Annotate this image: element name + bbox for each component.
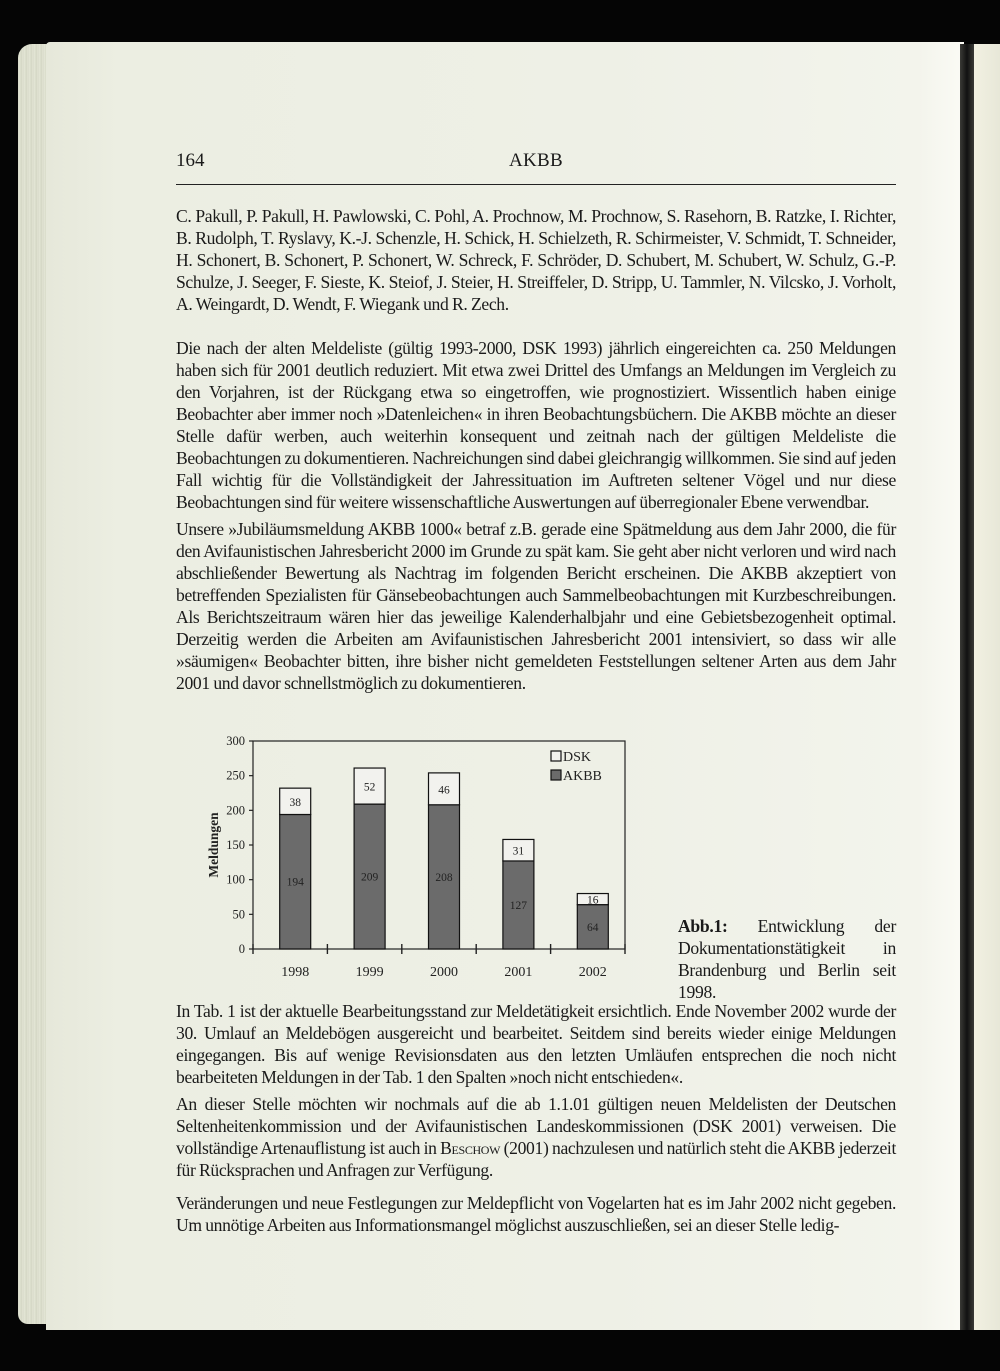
x-category-label: 2000 — [430, 965, 458, 980]
value-label-dsk: 16 — [587, 894, 599, 907]
value-label-dsk: 38 — [289, 796, 301, 809]
paragraph-meldeliste: Die nach der alten Meldeliste (gültig 1993-2000, DSK 1993) jährlich eingereichten ca. 250 Meldungen haben sich für 2001 deutlich reduziert. Mit etwa zwei Drittel des Umfangs an Meldungen im Vergleich zu den Vorjahren, ist der Rückgang etwa so eingetroffen, wie prognostiziert. Wissentlich haben einige Beobachter aber immer noch »Datenleichen« in ihren Beobachtungsbüchern. Die AKBB möchte an dieser Stelle dafür werben, auch weiterhin konsequent und zeitnah nach der gültigen Meldeliste die Beobachtungen zu dokumentieren. Nachreichungen sind dabei gleichrangig willkommen. Sie sind auf jeden Fall wichtig für die Vollständigkeit der Jahressituation im Auftreten seltener Vögel und nur diese Beobachtungen sind für weitere wissenschaftliche Auswertungen auf überregionaler Ebene verwendbar. — [176, 338, 896, 512]
figure-caption — [678, 915, 896, 1003]
legend-label-akbb: AKBB — [563, 769, 602, 784]
citation-beschow: Beschow — [440, 1138, 501, 1158]
page-number: 164 — [176, 150, 205, 171]
y-tick-label: 50 — [232, 907, 245, 922]
x-category-label: 1998 — [281, 965, 310, 980]
y-tick-label: 250 — [226, 768, 245, 783]
legend-swatch-dsk — [551, 751, 561, 761]
text-segment: An dieser Stelle möchten wir nochmals auf die ab 1.1.01 gültigen neuen Meldelisten der Deutschen Seltenheitenkommission und der Avifaunistischen Landeskommissionen (DSK 2001) verweisen. Die vollständige Artenauflistung ist auch in — [176, 1094, 896, 1158]
facing-page-edge — [974, 44, 1000, 1330]
value-label-akbb: 194 — [286, 876, 304, 889]
legend-label-dsk: DSK — [563, 750, 592, 765]
y-axis-label: Meldungen — [206, 812, 221, 878]
y-tick-label: 150 — [226, 838, 245, 852]
paragraph-acknowledgements: C. Pakull, P. Pakull, H. Pawlowski, C. Pohl, A. Prochnow, M. Prochnow, S. Rasehorn, B. Ratzke, I. Richter, B. Rudolph, T. Ryslavy, K.-J. Schenzle, H. Schick, H. Schielzeth, R. Schirmeister, V. Schmidt, T. Schneider, H. Schonert, B. Schonert, P. Schonert, W. Schreck, F. Schröder, D. Schubert, M. Schubert, W. Schulz, G.-P. Schulze, J. Seeger, F. Sieste, K. Steiof, J. Steier, H. Streiffeler, D. Stripp, U. Tammler, N. Vilcsko, J. Vorholt, A. Weingardt, D. Wendt, F. Wiegank und R. Zech. — [176, 206, 896, 314]
paragraph-veraenderungen: Veränderungen und neue Festlegungen zur Meldepflicht von Vogelarten hat es im Jahr 2002 nicht gegeben. Um unnötige Arbeiten aus Informationsmangel möglichst auszuschließen, sei an dieser Stelle ledig- — [176, 1193, 896, 1235]
value-label-akbb: 64 — [587, 921, 599, 934]
bar-chart-meldungen — [196, 728, 636, 990]
y-tick-label: 100 — [226, 872, 245, 887]
value-label-dsk: 52 — [363, 781, 376, 794]
y-tick-label: 0 — [238, 942, 245, 956]
caption-text: Entwicklung der Dokumentationstätigkeit in Brandenburg und Berlin seit 1998. — [678, 916, 896, 1002]
legend-swatch-akbb — [551, 770, 561, 780]
paragraph-tab1: In Tab. 1 ist der aktuelle Bearbeitungsstand zur Meldetätigkeit ersichtlich. Ende November 2002 wurde der 30. Umlauf an Meldebögen ausgereicht und bearbeitet. Seitdem sind bereits wieder einige Meldungen eingegangen. Bis auf wenige Revisionsdaten aus den letzten Umläufen entsprechen die noch nicht bearbeiteten Meldungen in der Tab. 1 den Spalten »noch nicht entschieden«. — [176, 1001, 896, 1087]
page-header — [176, 150, 896, 185]
value-label-akbb: 208 — [435, 871, 453, 884]
caption-label: Abb.1: — [678, 916, 728, 936]
chart-canvas — [196, 728, 636, 990]
value-label-akbb: 209 — [360, 871, 379, 884]
y-tick-label: 200 — [226, 803, 245, 818]
value-label-dsk: 31 — [512, 845, 525, 858]
text-segment: (2001) nachzulesen und natürlich steht die AKBB jederzeit für Rücksprachen und Anfragen zur Verfügung. — [176, 1138, 896, 1180]
y-tick-label: 300 — [226, 734, 245, 748]
running-title: AKBB — [509, 150, 563, 171]
x-category-label: 2001 — [504, 965, 533, 980]
value-label-akbb: 127 — [509, 899, 528, 912]
value-label-dsk: 46 — [438, 784, 450, 797]
paragraph-jubilaeum: Unsere »Jubiläumsmeldung AKBB 1000« betraf z.B. gerade eine Spätmeldung aus dem Jahr 2000, die für den Avifaunistischen Jahresbericht 2000 im Grunde zu spät kam. Sie geht aber nicht verloren und wird nach abschließender Bewertung als Nachtrag im folgenden Bericht erscheinen. Die AKBB akzeptiert von betreffenden Spezialisten für Gänsebeobachtungen auch Sammelbeobachtungen mit Kurzbeschreibungen. Als Berichtszeitraum wären hier das jeweilige Kalenderhalbjahr und eine Gebietsbezogenheit optimal. Derzeitig werden die Arbeiten am Avifaunistischen Jahresbericht 2001 intensiviert, so dass wir alle »säumigen« Beobachter bitten, ihre bisher nicht gemeldeten Feststellungen seltener Arten aus dem Jahr 2001 und davor schnellstmöglich zu dokumentieren. — [176, 519, 896, 693]
x-category-label: 1999 — [355, 965, 384, 980]
x-category-label: 2002 — [578, 965, 607, 980]
paragraph-dsk2001 — [176, 1093, 896, 1181]
book-gutter — [960, 44, 974, 1330]
